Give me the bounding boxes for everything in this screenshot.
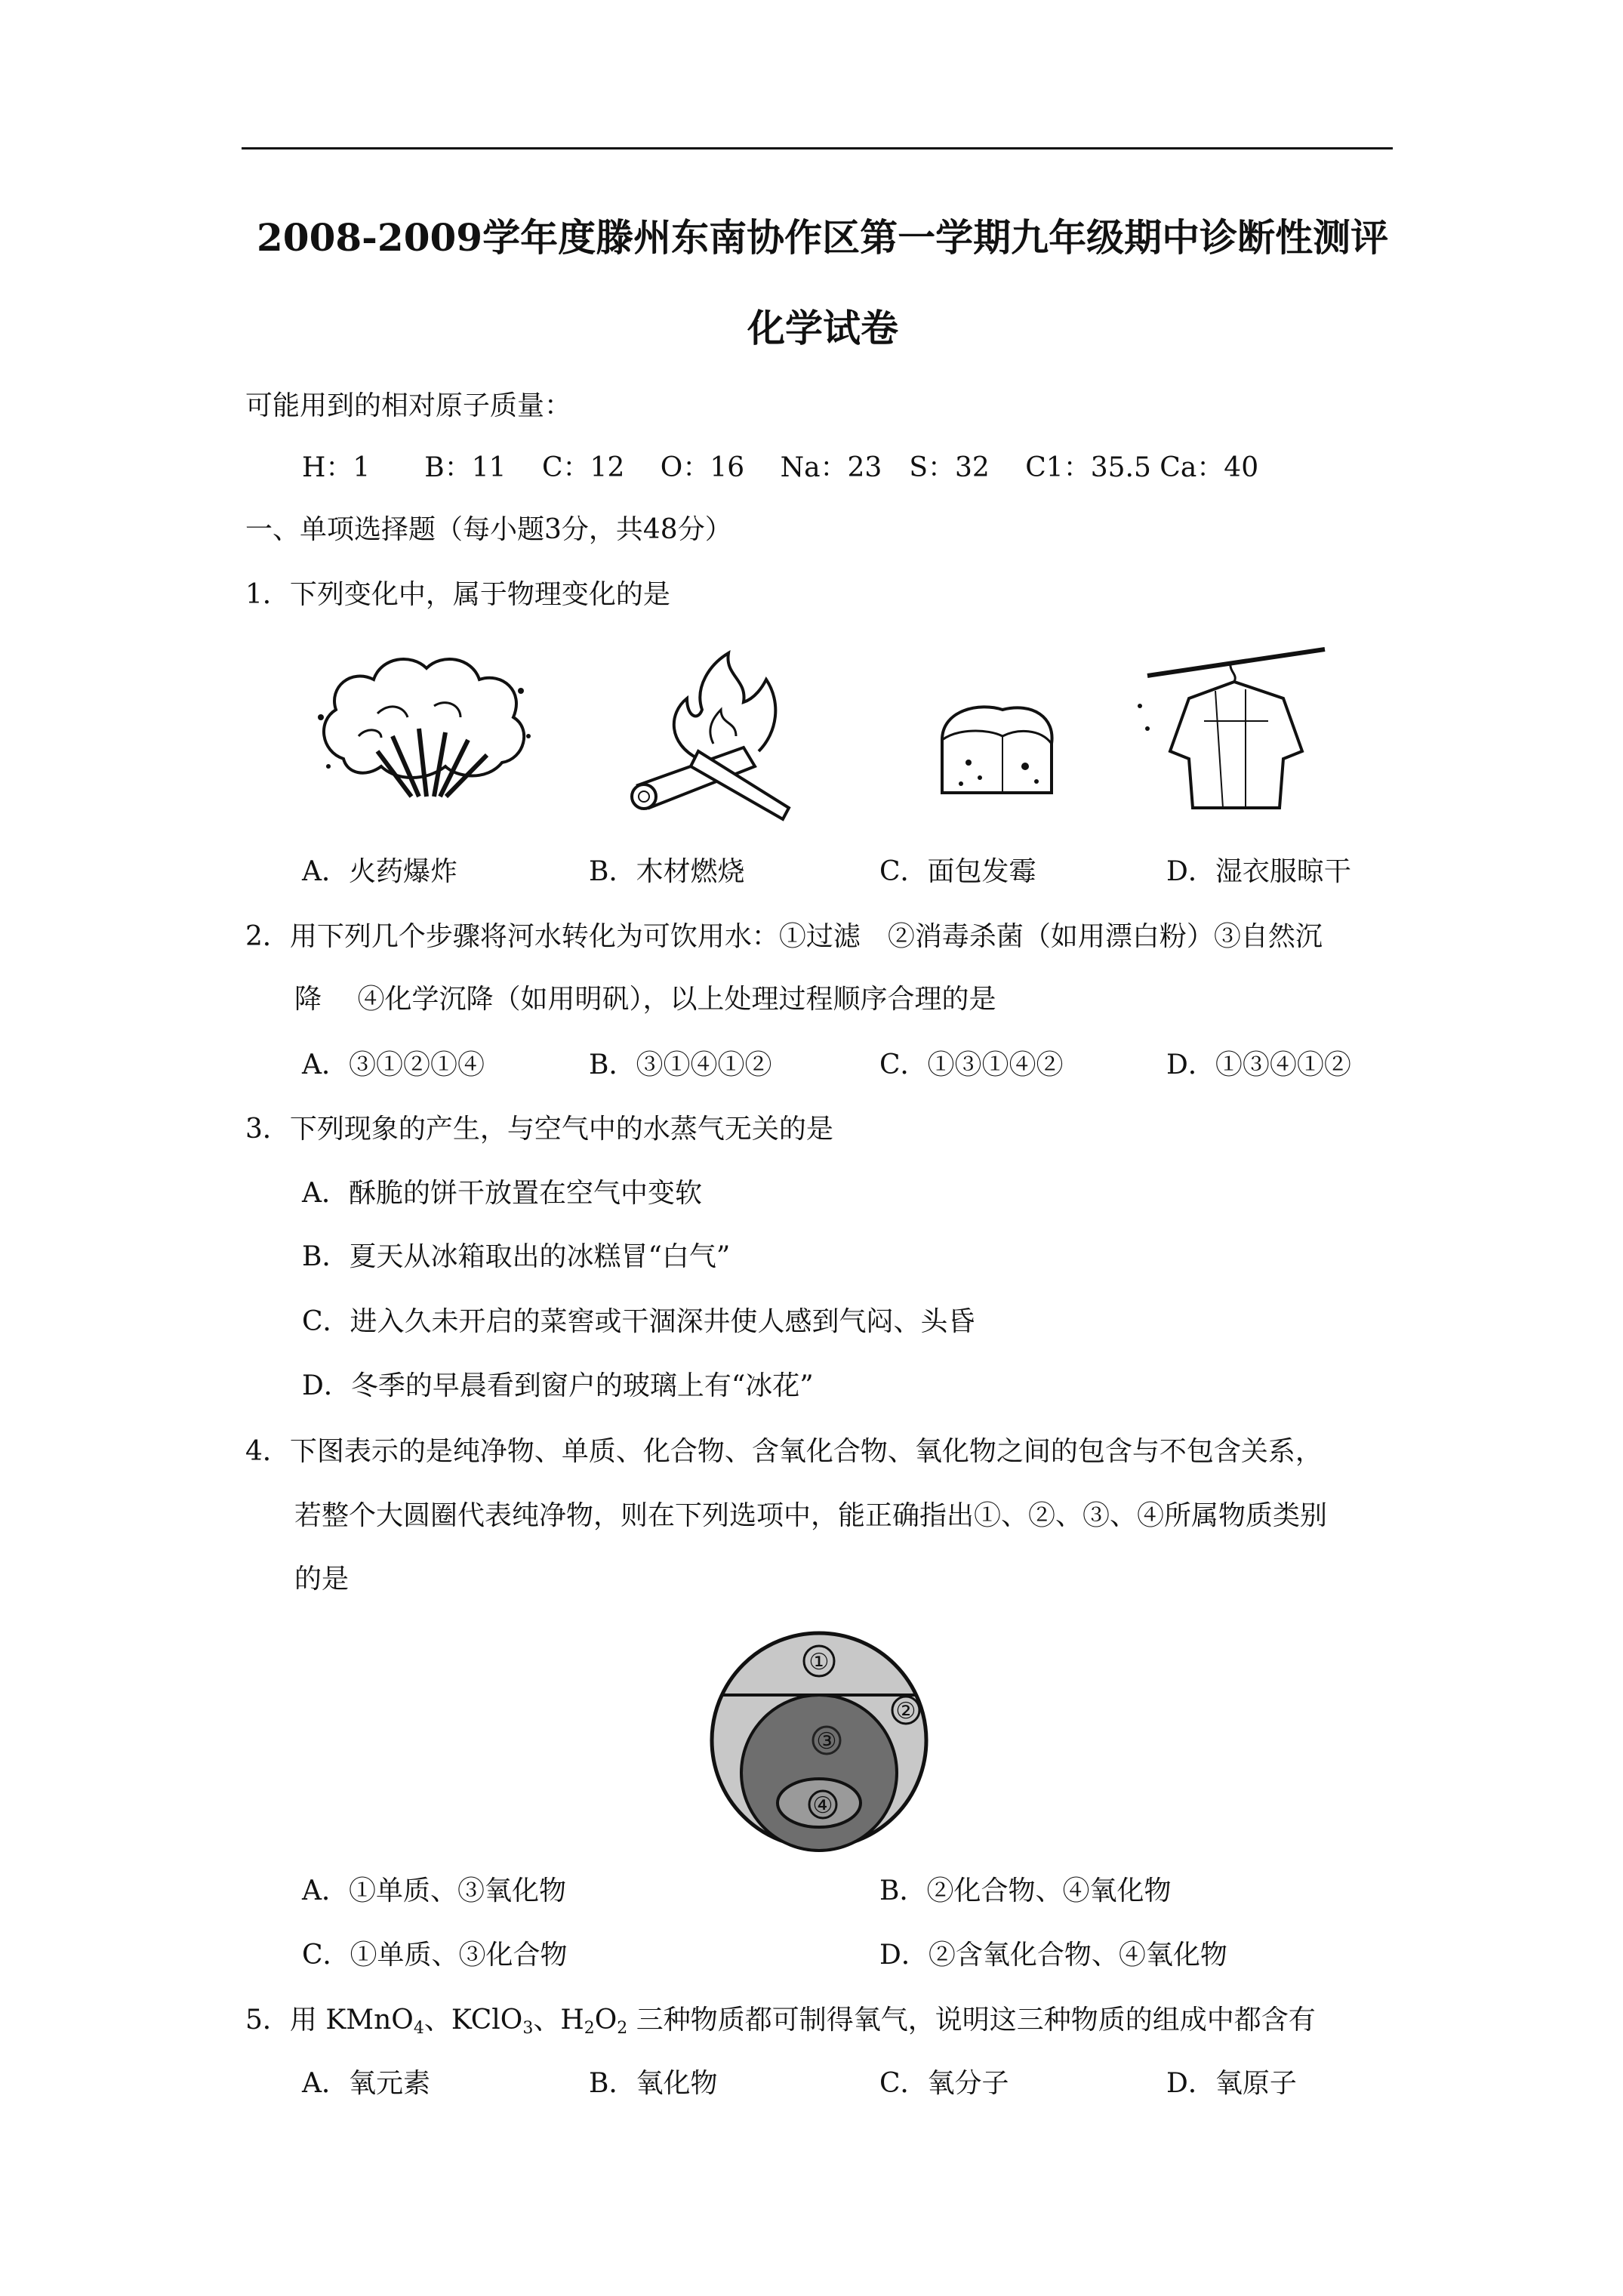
q2-stem-line1: 2．用下列几个步骤将河水转化为可饮用水：①过滤 ②消毒杀菌（如用漂白粉）③自然沉	[245, 921, 1323, 952]
q3-option-c: C．进入久未开启的菜窖或干涸深井使人感到气闷、头昏	[302, 1306, 975, 1337]
q1-stem: 1．下列变化中，属于物理变化的是	[245, 579, 670, 610]
page-title: 2008-2009学年度滕州东南协作区第一学期九年级期中诊断性测评	[257, 215, 1389, 260]
q4-stem-line3: 的是	[294, 1564, 350, 1595]
q2-option-a: A．③①②①④	[302, 1049, 485, 1080]
q4-stem-line2: 若整个大圆圈代表纯净物，则在下列选项中，能正确指出①、②、③、④所属物质类别	[294, 1500, 1328, 1531]
q5-option-c: C．氧分子	[879, 2068, 1009, 2099]
q1-option-b: B．木材燃烧	[589, 856, 745, 887]
diagram-label-3: ③	[816, 1728, 837, 1755]
q4-option-c: C．①单质、③化合物	[302, 1940, 568, 1971]
q2-option-b: B．③①④①②	[589, 1049, 772, 1080]
q2-option-d: D．①③④①②	[1166, 1049, 1351, 1080]
burning-wood-illustration	[615, 646, 812, 827]
q5-stem: 5．用 KMnO$_4$、KClO$_3$、$H_2O_2$ 三种物质都可制得氧气，说明这三种物质的组成中都含有	[245, 2005, 1316, 2038]
section-heading: 一、单项选择题（每小题3分，共48分）	[245, 514, 732, 545]
q4-stem-line1: 4．下图表示的是纯净物、单质、化合物、含氧化合物、氧化物之间的包含与不包含关系，	[245, 1436, 1323, 1467]
atomic-mass-values: H：1 B：11 C：12 O：16 Na：23 S：32 C1：35.5 Ca：40	[302, 452, 1259, 483]
q4-option-b: B．②化合物、④氧化物	[879, 1875, 1172, 1906]
q1-option-c: C．面包发霉	[879, 856, 1036, 887]
q1-option-a: A．火药爆炸	[302, 856, 457, 887]
q3-option-a: A．酥脆的饼干放置在空气中变软	[302, 1178, 702, 1209]
q1-option-d: D．湿衣服晾干	[1166, 856, 1351, 887]
q2-option-c: C．①③①④②	[879, 1049, 1064, 1080]
explosion-illustration	[306, 646, 540, 808]
diagram-label-4: ④	[812, 1792, 833, 1819]
classification-diagram	[706, 1623, 932, 1857]
q5-option-b: B．氧化物	[589, 2068, 718, 2099]
page-subtitle: 化学试卷	[747, 306, 898, 350]
q3-stem: 3．下列现象的产生，与空气中的水蒸气无关的是	[245, 1114, 833, 1145]
q3-option-d: D．冬季的早晨看到窗户的玻璃上有“冰花”	[302, 1370, 814, 1401]
q5-option-d: D．氧原子	[1166, 2068, 1297, 2099]
diagram-label-1: ①	[808, 1649, 830, 1675]
header-rule	[242, 147, 1393, 149]
q4-option-a: A．①单质、③氧化物	[302, 1875, 566, 1906]
wet-clothes-illustration	[1132, 646, 1336, 819]
atomic-mass-label: 可能用到的相对原子质量：	[245, 390, 572, 421]
q2-stem-line2: 降 ④化学沉降（如用明矾），以上处理过程顺序合理的是	[294, 984, 996, 1015]
q5-option-a: A．氧元素	[302, 2068, 430, 2099]
q4-option-d: D．②含氧化合物、④氧化物	[879, 1940, 1227, 1971]
q3-option-b: B．夏天从冰箱取出的冰糕冒“白气”	[302, 1241, 731, 1272]
diagram-label-2: ②	[895, 1698, 916, 1724]
moldy-bread-illustration	[927, 695, 1063, 808]
